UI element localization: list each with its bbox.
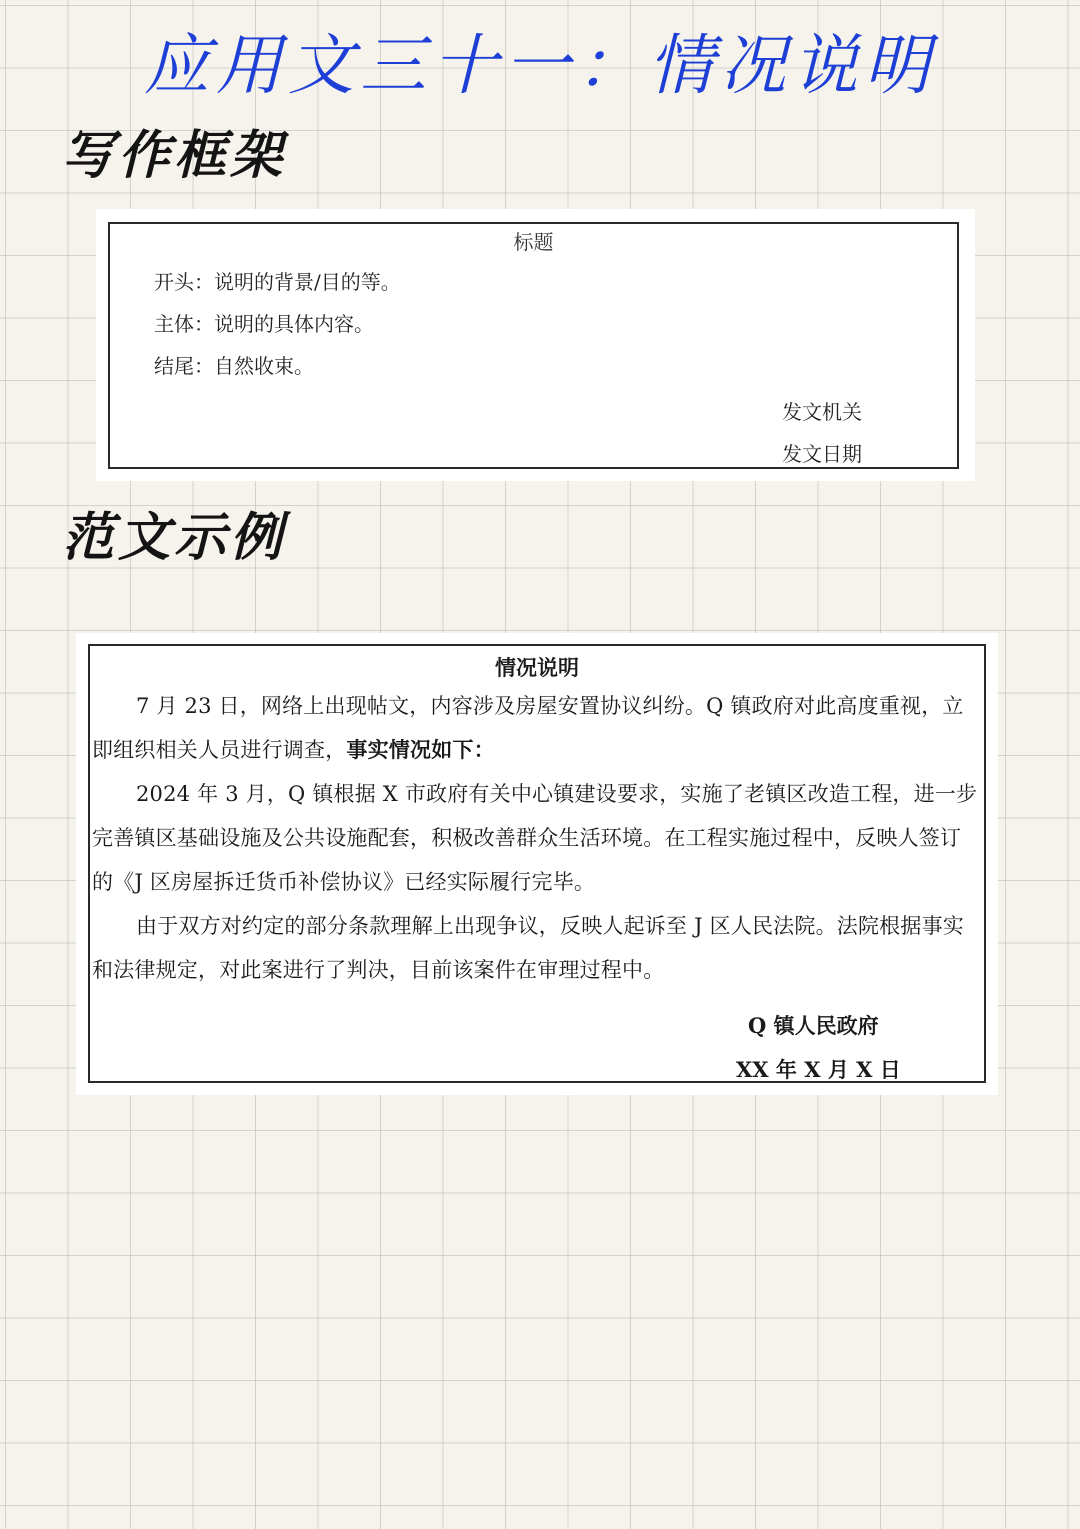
framework-body: 主体：说明的具体内容。 bbox=[154, 312, 374, 336]
framework-card-title: 标题 bbox=[513, 230, 554, 254]
example-card bbox=[76, 633, 998, 1095]
example-paragraph-2: 2024 年 3 月，Q 镇根据 X 市政府有关中心镇建设要求，实施了老镇区改造工程，进一步完善镇区基础设施及公共设施配套，积极改善群众生活环境。在工程实施过程中，反映人签订的《J 区房屋拆迁货币补偿协议》已经实际履行完毕。 bbox=[92, 782, 978, 894]
example-paragraph-1-bold: 事实情况如下： bbox=[346, 737, 495, 762]
framework-date: 发文日期 bbox=[782, 442, 862, 466]
example-issuer: Q 镇人民政府 bbox=[748, 1013, 879, 1038]
example-paragraph-1 bbox=[92, 684, 982, 772]
framework-ending: 结尾：自然收束。 bbox=[154, 354, 314, 378]
framework-heading: 写作框架 bbox=[62, 126, 287, 186]
example-date: XX 年 X 月 X 日 bbox=[736, 1057, 901, 1082]
framework-box bbox=[108, 222, 959, 469]
framework-card bbox=[96, 209, 975, 481]
example-paragraph-3: 由于双方对约定的部分条款理解上出现争议，反映人起诉至 J 区人民法院。法院根据事实和法律规定，对此案进行了判决，目前该案件在审理过程中。 bbox=[92, 914, 964, 982]
framework-opening: 开头：说明的背景/目的等。 bbox=[154, 270, 401, 294]
example-heading: 范文示例 bbox=[62, 508, 287, 568]
example-card-title: 情况说明 bbox=[495, 655, 579, 680]
example-box bbox=[88, 644, 986, 1083]
framework-issuer: 发文机关 bbox=[782, 400, 862, 424]
page-title: 应用文三十一：情况说明 bbox=[144, 27, 936, 104]
example-paragraph-1-text: 7 月 23 日，网络上出现帖文，内容涉及房屋安置协议纠纷。Q 镇政府对此高度重视，立即组织相关人员进行调查， bbox=[92, 694, 964, 762]
